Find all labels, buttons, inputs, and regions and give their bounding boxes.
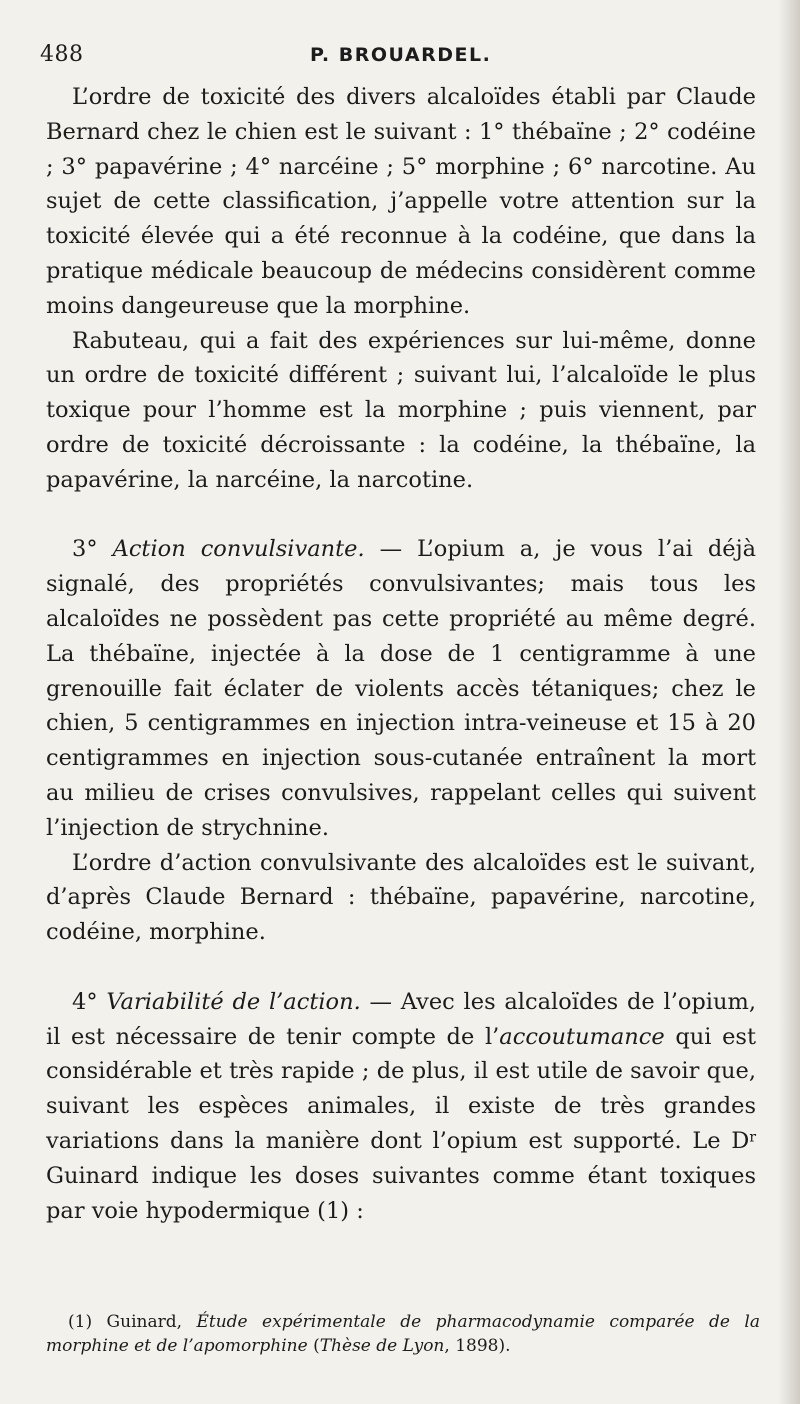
page-header — [40, 42, 760, 76]
section-title: Action convulsivante. — [112, 536, 365, 563]
paragraph-rabuteau: Rabuteau, qui a fait des expériences sur lui-même, donne un ordre de toxicité différent ; suivant lui, l’alcaloïde le plus toxique pour l’homme est la morphine ; puis viennent, par ordre de toxicité décroissante : la codéine, la thébaïne, la papavérine, la narcéine, la narcotine. — [46, 327, 756, 493]
section-title: Variabilité de l’action. — [106, 988, 361, 1015]
section-number: 3° — [72, 536, 98, 563]
paragraph-toxicity-order: L’ordre de toxicité des divers alcaloïdes établi par Claude Bernard chez le chien est le suivant : 1° thébaïne ; 2° codéine ; 3° papavérine ; 4° narcéine ; 5° morphine ; 6° narcotine. Au sujet de cette classification, j’appelle votre attention sur la toxicité élevée qui a été reconnue à la codéine, que dans la pratique médicale beaucoup de médecins considèrent comme moins dangeureuse que la morphine. — [46, 84, 756, 319]
section-variabilite — [46, 985, 756, 1229]
footnote-title: Étude expérimentale de pharmacodynamie comparée de la morphine et de l’apomorphine — [46, 1312, 760, 1356]
running-head: P. BROUARDEL. — [310, 44, 492, 66]
section-number: 4° — [72, 988, 98, 1015]
footnote-tail: , 1898). — [444, 1336, 511, 1356]
section-text-a: — Avec les alcaloïdes de l’opium, il est nécessaire de tenir compte de l’ — [46, 988, 756, 1050]
paragraph-convulsive-order: L’ordre d’action convulsivante des alcaloïdes est le suivant, d’après Claude Bernard : thébaïne, papavérine, narcotine, codéine, morphine. — [46, 849, 756, 946]
section-text-c: Guinard indique les doses suivantes comme étant toxiques par voie hypodermique (1) : — [46, 1162, 756, 1224]
footnote-text — [46, 1310, 760, 1358]
emphasis-accoutumance: accoutumance — [499, 1023, 665, 1050]
section-text: — L’opium a, je vous l’ai déjà signalé, des propriétés convulsivantes; mais tous les alcaloïdes ne possèdent pas cette propriété au même degré. La thébaïne, injectée à la dose de 1 centigramme à une grenouille fait éclater de violents accès tétaniques; chez le chien, 5 centigrammes en injection intra-veineuse et 15 à 20 centigrammes en injection sous-cutanée entraînent la mort au milieu de crises convulsives, rappelant celles qui suivent l’injection de strychnine. — [46, 536, 756, 841]
footnote-marker: (1) Guinard, — [68, 1312, 197, 1332]
footnote — [46, 1310, 760, 1358]
body-text — [46, 80, 756, 1228]
page-edge-shadow — [778, 0, 800, 1404]
page-number: 488 — [40, 42, 84, 67]
section-action-convulsivante — [46, 532, 756, 845]
superscript: r — [749, 1129, 756, 1146]
footnote-paren: ( — [307, 1336, 320, 1356]
footnote-thesis: Thèse de Lyon — [319, 1336, 445, 1356]
section-text-b: qui est considérable et très rapide ; de plus, il est utile de savoir que, suivant les espèces animales, il existe de très grandes variations dans la manière dont l’opium est supporté. Le D — [46, 1023, 756, 1154]
